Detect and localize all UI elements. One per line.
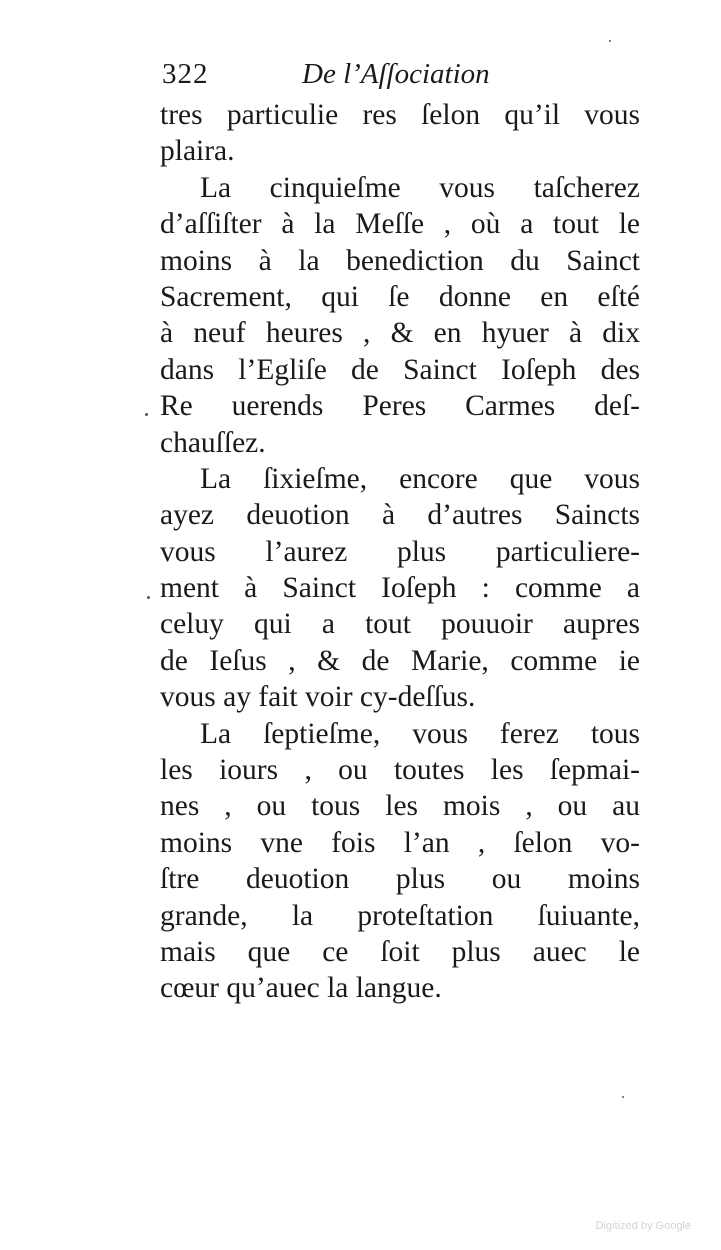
text-line: plaira.	[160, 135, 235, 168]
text-line: Re uerends Peres Carmes deſ-	[160, 390, 640, 423]
ink-speck	[145, 413, 148, 416]
text-line: moins à la benediction du Sainct	[160, 244, 640, 277]
ink-speck	[609, 40, 611, 42]
text-line: ment à Sainct Ioſeph : comme a	[160, 572, 640, 605]
text-line: cœur qu’auec la langue.	[160, 972, 442, 1005]
text-line: La cinquieſme vous taſcherez	[200, 171, 640, 204]
ink-speck	[147, 596, 150, 599]
text-line: Sacrement, qui ſe donne en eſté	[160, 280, 640, 313]
text-line: ayez deuotion à d’autres Saincts	[160, 499, 640, 532]
ink-speck	[622, 1096, 624, 1098]
text-line: La ſeptieſme, vous ferez tous	[200, 717, 640, 750]
page-header	[162, 58, 642, 94]
text-line: ſtre deuotion plus ou moins	[160, 863, 640, 896]
text-line: La ſixieſme, encore que vous	[200, 462, 640, 495]
text-line: vous l’aurez plus particuliere-	[160, 535, 640, 568]
text-line: moins vne fois l’an , ſelon vo-	[160, 826, 640, 859]
text-line: de Ieſus , & de Marie, comme ie	[160, 644, 640, 677]
running-head: De l’Aſſociation	[302, 58, 490, 90]
text-line: d’aſſiſter à la Meſſe , où a tout le	[160, 208, 640, 241]
text-line: nes , ou tous les mois , ou au	[160, 790, 640, 823]
text-line: mais que ce ſoit plus auec le	[160, 935, 640, 968]
text-line: vous ay fait voir cy-deſſus.	[160, 681, 476, 714]
text-line: chauſſez.	[160, 426, 266, 459]
text-line: celuy qui a tout pouuoir aupres	[160, 608, 640, 641]
text-line: tres particulie res ſelon qu’il vous	[160, 99, 640, 131]
text-line: dans l’Egliſe de Sainct Ioſeph des	[160, 353, 640, 386]
text-line: grande, la proteſtation ſuiuante,	[160, 899, 640, 932]
body-text	[160, 97, 640, 1007]
text-line: les iours , ou toutes les ſepmai-	[160, 754, 640, 787]
page-number: 322	[162, 58, 209, 90]
text-line: à neuf heures , & en hyuer à dix	[160, 317, 640, 350]
digitization-watermark: Digitized by Google	[595, 1220, 691, 1232]
